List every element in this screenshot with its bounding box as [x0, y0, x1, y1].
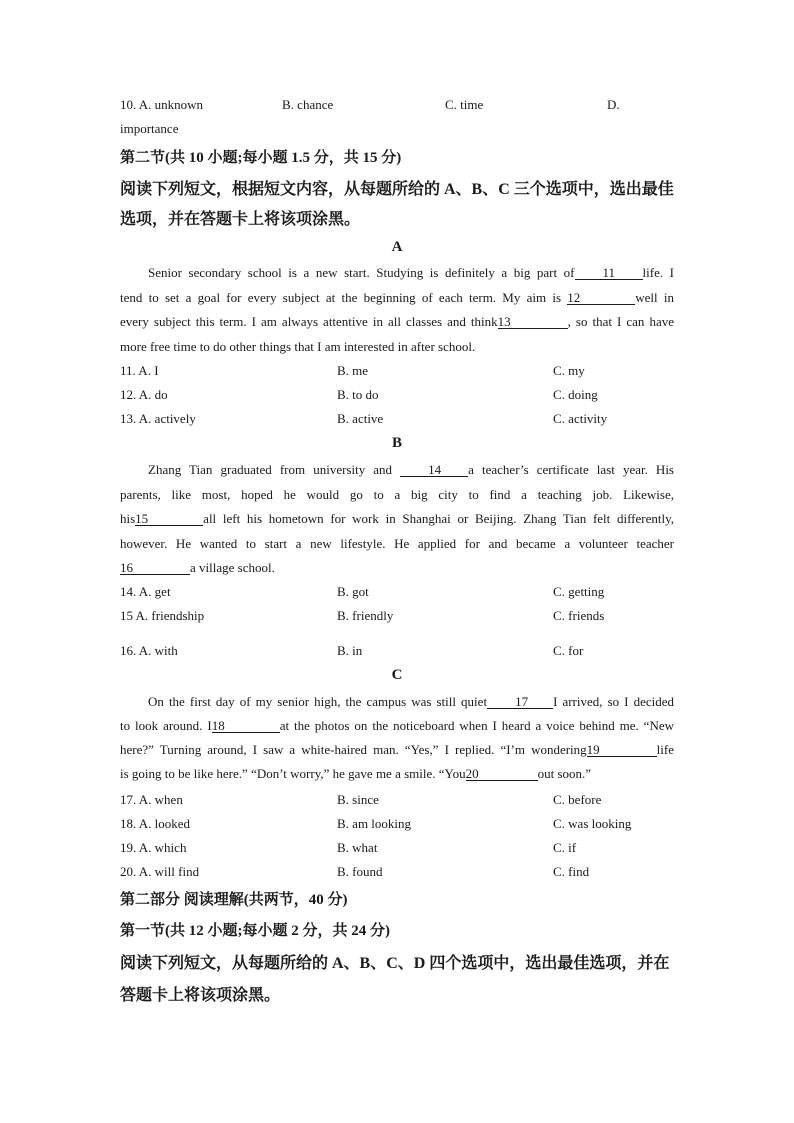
q18-option-b: B. am looking	[337, 816, 412, 831]
passage-c	[120, 690, 674, 786]
q12-option-b: B. to do	[337, 387, 379, 402]
part2-instruction-line2: 答题卡上将该项涂黑。	[120, 987, 281, 1004]
q10-option-d: D.	[607, 97, 620, 112]
blank-19: 19	[587, 743, 657, 757]
q16-option-b: B. in	[337, 643, 363, 658]
q10-option-d-text: importance	[120, 121, 179, 136]
q15-option-b: B. friendly	[337, 608, 394, 623]
section2-instruction-line1: 阅读下列短文，根据短文内容，从每题所给的 A、B、C 三个选项中，选出最佳	[120, 181, 674, 198]
passage-a-line: more free time to do other things that I am interested in after school.	[120, 338, 476, 354]
q19-option-b: B. what	[337, 840, 378, 855]
q18-option-a: 18. A. looked	[120, 816, 191, 831]
passage-a	[120, 261, 674, 359]
passage-c-line: is going to be like here.” “Don’t worry,” he gave me a smile. “You20 out soon.”	[120, 766, 592, 781]
q16-option-c: C. for	[553, 643, 584, 658]
passage-b-line: however. He wanted to start a new lifestyle. He applied for and became a volunteer teacher	[120, 535, 674, 551]
section2-instruction-line2: 选项，并在答题卡上将该项涂黑。	[120, 211, 361, 228]
q11-option-a: 11. A. I	[120, 363, 159, 378]
q17-option-a: 17. A. when	[120, 792, 183, 807]
passage-b-line: parents, like most, hoped he would go to a big city to find a teaching job. Likewise,	[120, 486, 674, 502]
blank-13: 13	[498, 315, 568, 329]
blank-16: 16	[120, 561, 190, 575]
q15-option-a: 15 A. friendship	[120, 608, 205, 623]
passage-b-line: Zhang Tian graduated from university and 14 a teacher’s certificate last year. His	[148, 462, 674, 477]
q13-option-c: C. activity	[553, 411, 608, 426]
passage-a-label: A	[391, 239, 403, 255]
passage-c-label: C	[391, 667, 403, 683]
blank-15: 15	[135, 512, 203, 526]
passage-a-line: Senior secondary school is a new start. Studying is definitely a big part of 11 life. I	[148, 265, 674, 280]
q19-option-a: 19. A. which	[120, 840, 187, 855]
passage-c-line: On the first day of my senior high, the campus was still quiet 17 I arrived, so I decided	[148, 694, 674, 709]
passage-c-line: to look around. I18 at the photos on the noticeboard when I heard a voice behind me. “New	[120, 718, 674, 733]
q10-option-c: C. time	[445, 97, 484, 112]
blank-11: 11	[575, 266, 643, 280]
passage-a-line: tend to set a goal for every subject at the beginning of each term. My aim is 12 well in	[120, 289, 675, 305]
q13-option-a: 13. A. actively	[120, 411, 196, 426]
q14-option-a: 14. A. get	[120, 584, 171, 599]
q16-option-a: 16. A. with	[120, 643, 178, 658]
passage-b	[120, 458, 674, 581]
q17-option-c: C. before	[553, 792, 602, 807]
q19-option-c: C. if	[553, 840, 577, 855]
passage-b-line: his15 all left his hometown for work in Shanghai or Beijing. Zhang Tian felt differently,	[120, 511, 674, 526]
q14-option-b: B. got	[337, 584, 369, 599]
passage-b-line: 16 a village school.	[120, 560, 275, 575]
passage-a-line: every subject this term. I am always attentive in all classes and think13 , so that I can have	[120, 314, 674, 329]
section2-heading: 第二节(共 10 小题;每小题 1.5 分，共 15 分)	[120, 150, 402, 166]
q18-option-c: C. was looking	[553, 816, 632, 831]
part2-instruction-line1: 阅读下列短文，从每题所给的 A、B、C、D 四个选项中，选出最佳选项，并在	[120, 955, 670, 972]
q14-option-c: C. getting	[553, 584, 605, 599]
blank-12: 12	[567, 291, 635, 305]
q20-option-c: C. find	[553, 864, 590, 879]
q10-option-a: 10. A. unknown	[120, 97, 204, 112]
blank-14: 14	[400, 463, 468, 477]
q12-option-c: C. doing	[553, 387, 598, 402]
q10-option-b: B. chance	[282, 97, 334, 112]
blank-18: 18	[212, 719, 280, 733]
q17-option-b: B. since	[337, 792, 379, 807]
passage-b-label: B	[391, 435, 402, 451]
q13-option-b: B. active	[337, 411, 384, 426]
part2-section1-heading: 第一节(共 12 小题;每小题 2 分，共 24 分)	[120, 923, 390, 939]
blank-20: 20	[466, 767, 538, 781]
blank-17: 17	[487, 695, 553, 709]
passage-c-line: here?” Turning around, I saw a white-haired man. “Yes,” I replied. “I’m wondering19 life	[120, 742, 674, 757]
q20-option-b: B. found	[337, 864, 383, 879]
q11-option-b: B. me	[337, 363, 369, 378]
part2-heading: 第二部分 阅读理解(共两节，40 分)	[120, 892, 348, 908]
q15-option-c: C. friends	[553, 608, 605, 623]
q11-option-c: C. my	[553, 363, 585, 378]
q20-option-a: 20. A. will find	[120, 864, 200, 879]
q12-option-a: 12. A. do	[120, 387, 168, 402]
